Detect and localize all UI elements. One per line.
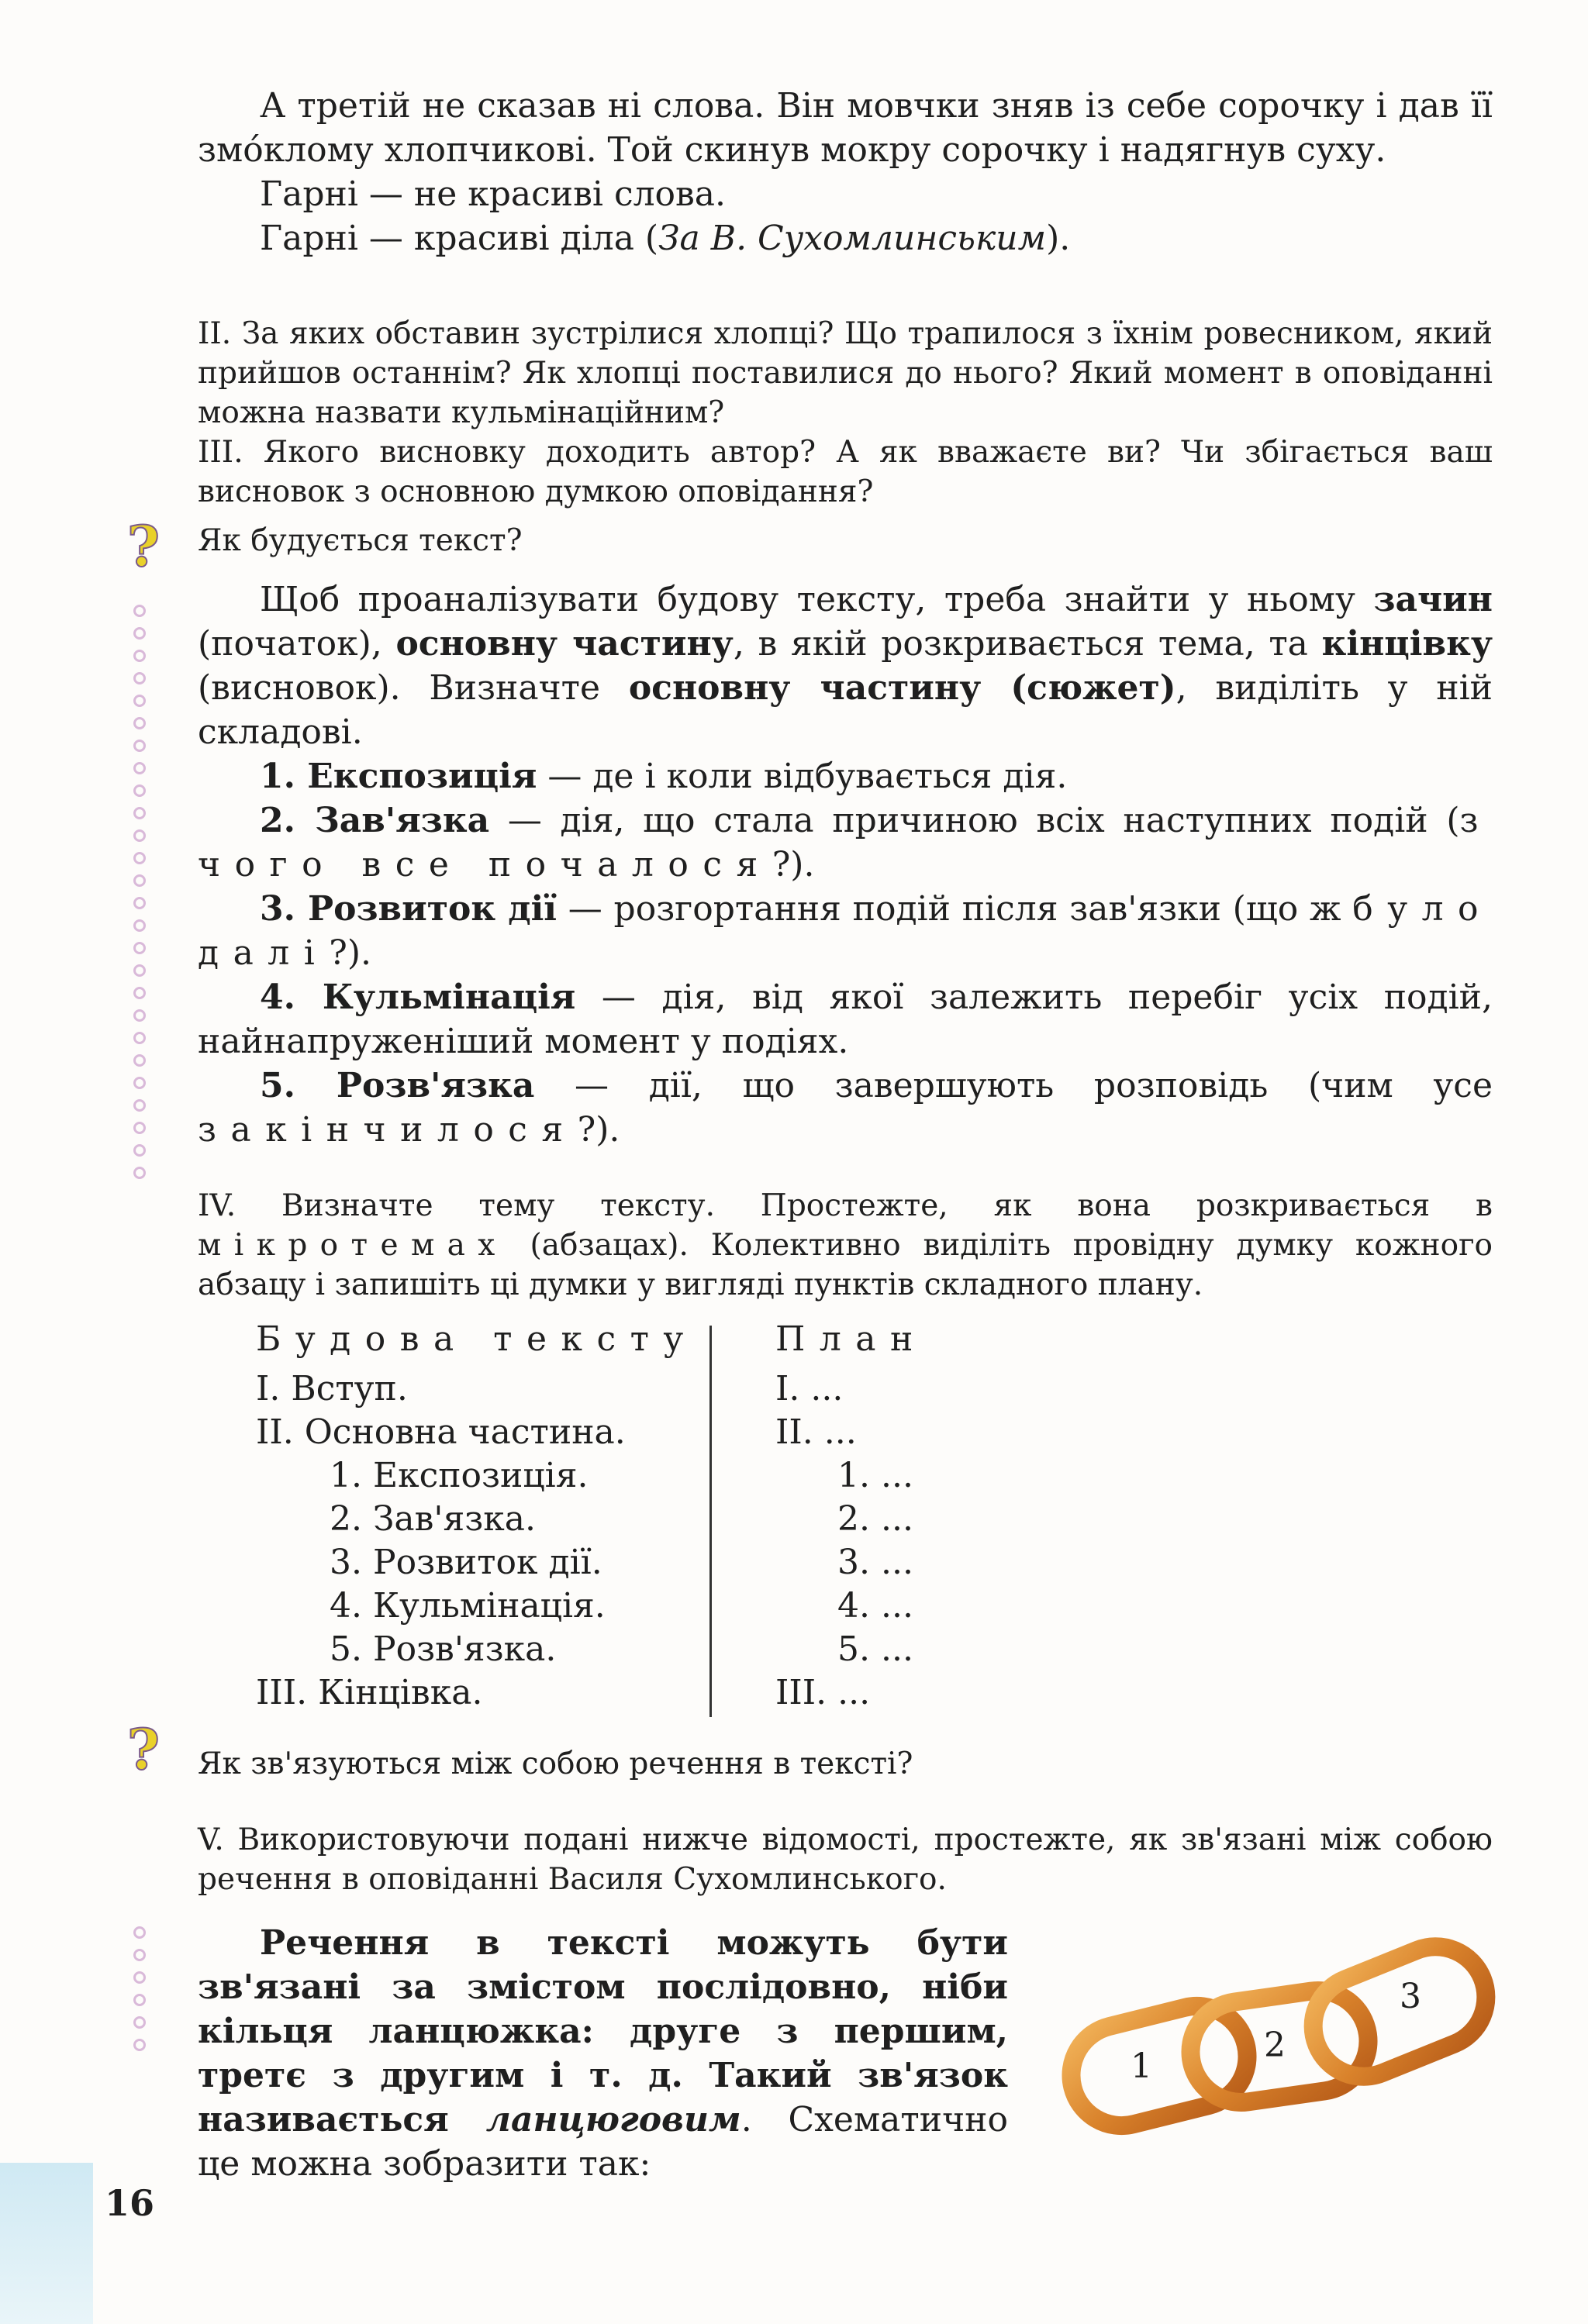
- question-how-text-built: Як будується текст?: [198, 523, 523, 558]
- question-mark-icon: [116, 1721, 171, 1783]
- plan-row: 1. ...: [837, 1456, 913, 1495]
- task-4: IV. Визначте тему тексту. Простежте, як вона розкривається в мікротемах (абзацах). Колективно виділіть провідну думку кожного абзацу і запишіть ці думки у вигляді пунктів складного плану.: [198, 1188, 1493, 1302]
- chain-illustration: [1055, 1930, 1512, 2155]
- structure-row: 3. Розвиток дії.: [330, 1543, 602, 1582]
- structure-row: 2. Зав'язка.: [330, 1499, 536, 1539]
- story-paragraph: А третій не сказав ні слова. Він мовчки зняв із себе сорочку і дав її змо́клому хлопчикові. Той скинув мокру сорочку і надягнув суху.: [198, 86, 1493, 170]
- page-number: 16: [105, 2182, 155, 2224]
- plan-row: II. ...: [775, 1412, 857, 1452]
- svg-text:?: ?: [126, 518, 161, 579]
- chain-label-1: 1: [1131, 2046, 1152, 2086]
- structure-row: I. Вступ.: [256, 1369, 408, 1409]
- structure-row: II. Основна частина.: [256, 1412, 626, 1452]
- author-attribution: За В. Сухомлинським: [658, 219, 1047, 258]
- question-mark-icon: [116, 518, 171, 580]
- structure-row: 4. Кульмінація.: [330, 1586, 606, 1626]
- plan-row: 5. ...: [837, 1629, 913, 1669]
- element-climax: 4. Кульмінація — дія, від якої залежить перебіг усіх подій, найнапруженіший момент у подіях.: [198, 978, 1493, 1061]
- plan-row: 4. ...: [837, 1586, 913, 1626]
- decorative-dots: [133, 605, 149, 1189]
- chain-link-1: [1061, 1995, 1258, 2136]
- chain-label-2: 2: [1264, 2026, 1286, 2065]
- page-corner-decoration: [0, 2163, 93, 2324]
- structure-row: 1. Експозиція.: [330, 1456, 589, 1495]
- element-development: 3. Розвиток дії — розгортання подій після зав'язки (що ж було далі?).: [198, 889, 1493, 973]
- plan-row: I. ...: [775, 1369, 844, 1409]
- decorative-dots: [133, 1926, 149, 2061]
- plan-column: [775, 1318, 927, 1715]
- theory-intro: Щоб проаналізувати будову тексту, треба знайти у ньому зачин (початок), основну частину, в якій розкривається тема, та кінцівку (висновок). Визначте основну частину (сюжет), виділіть у ній складові.: [198, 580, 1493, 752]
- svg-text:?: ?: [126, 1721, 161, 1782]
- chain-link-rule: Речення в тексті можуть бути зв'язані за змістом послідовно, ніби кільця ланцюжка: друге з першим, третє з другим і т. д. Такий зв'язок називається ланцюговим. Схематично це можна зобразити так:: [198, 1923, 1008, 2184]
- table-divider: [709, 1326, 712, 1717]
- task-2: II. За яких обставин зустрілися хлопці? Що трапилося з їхнім ровесником, який прийшов останнім? Як хлопці поставилися до нього? Який момент в оповіданні можна назвати кульмінаційним?: [198, 316, 1493, 430]
- task-3: III. Якого висновку доходить автор? А як вважаєте ви? Чи збігається ваш висновок з основною думкою оповідання?: [198, 435, 1493, 509]
- structure-plan-table: [256, 1318, 954, 1721]
- element-exposition: 1. Експозиція — де і коли відбувається дія.: [260, 757, 1068, 796]
- task-5: V. Використовуючи подані нижче відомості, простежте, як зв'язані між собою речення в оповіданні Василя Сухомлинського.: [198, 1822, 1493, 1897]
- structure-header: Будова тексту: [256, 1319, 698, 1359]
- structure-row: III. Кінцівка.: [256, 1673, 483, 1712]
- plan-row: 2. ...: [837, 1499, 913, 1539]
- plan-header: План: [775, 1319, 927, 1359]
- chain-label-3: 3: [1400, 1977, 1421, 2016]
- theory-block: [198, 578, 1493, 1152]
- element-plot-start: 2. Зав'язка — дія, що стала причиною всіх наступних подій (з чого все почалося?).: [198, 801, 1493, 884]
- plan-row: III. ...: [775, 1673, 871, 1712]
- element-resolution: 5. Розв'язка — дії, що завершують розповідь (чим усе закінчилося?).: [198, 1066, 1493, 1150]
- plan-row: 3. ...: [837, 1543, 913, 1582]
- question-sentence-links: Як зв'язуються між собою речення в тексті?: [198, 1746, 913, 1781]
- structure-row: 5. Розв'язка.: [330, 1629, 557, 1669]
- tasks-2-3: [198, 314, 1493, 512]
- moral-line-1: Гарні — не красиві слова.: [260, 174, 727, 214]
- structure-column: [256, 1318, 698, 1715]
- story-ending: [198, 84, 1493, 260]
- moral-line-2: Гарні — красиві діла (За В. Сухомлинським).: [260, 219, 1071, 258]
